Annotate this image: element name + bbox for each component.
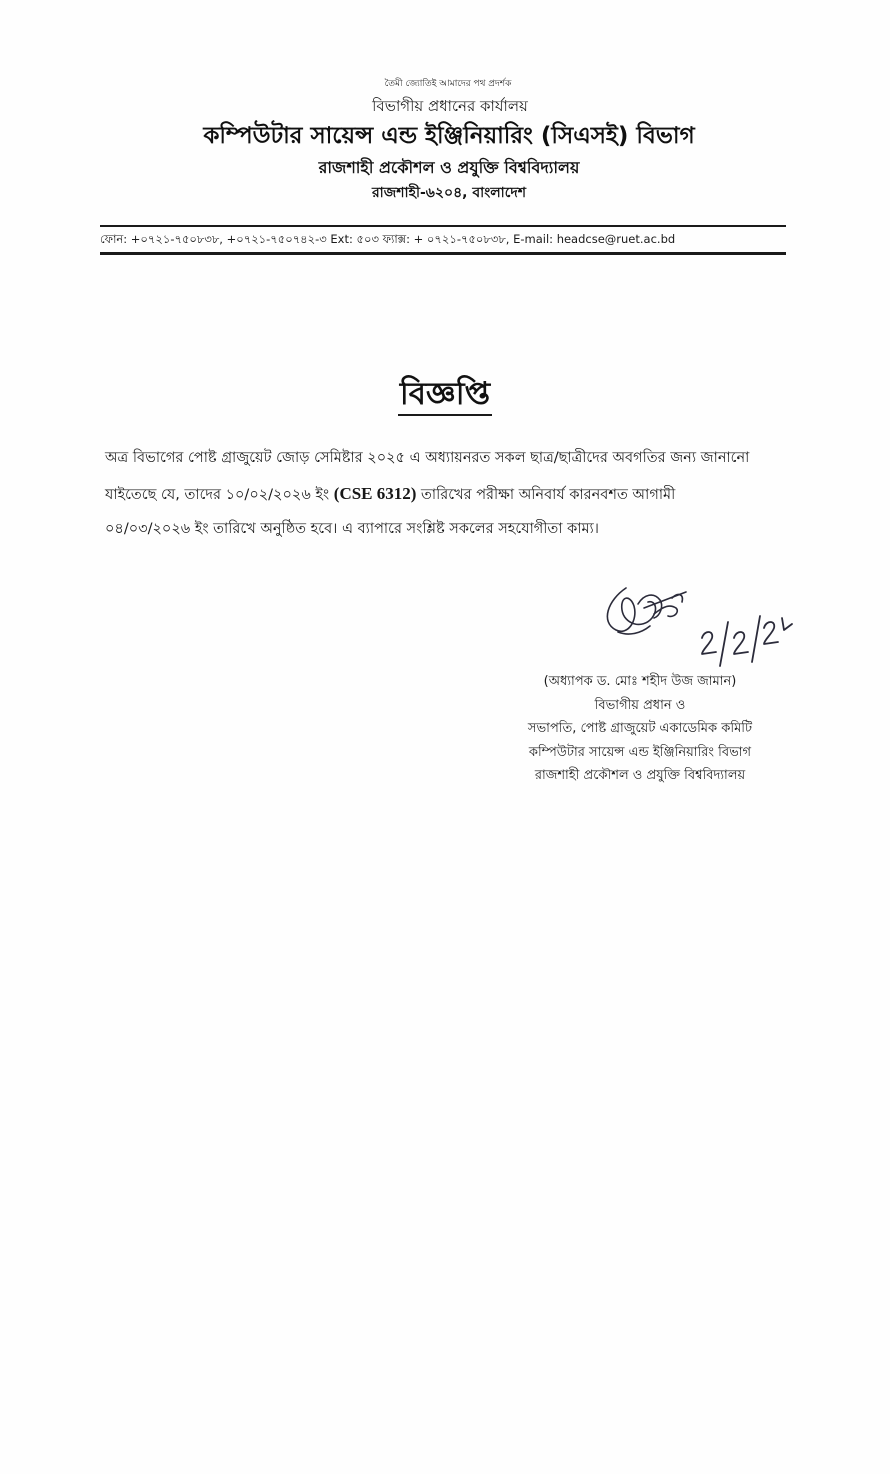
- letterhead-divider-top: [100, 225, 786, 227]
- letterhead-motto: তৈমী জ্যোতিই আমাদের পথ প্রদর্শক: [384, 79, 512, 89]
- letterhead-university: রাজশাহী প্রকৌশল ও প্রযুক্তি বিশ্ববিদ্যালয়: [318, 158, 580, 177]
- notice-body-line-3: ০৪/০৩/২০২৬ ইং তারিখে অনুষ্ঠিত হবে। এ ব্যাপারে সংশ্লিষ্ট সকলের সহযোগীতা কাম্য।: [105, 521, 599, 537]
- notice-body-line-1: অত্র বিভাগের পোষ্ট গ্রাজুয়েট জোড় সেমিষ্টার ২০২৫ এ অধ্যায়নরত সকল ছাত্র/ছাত্রীদের অবগতির জন্য জানানো: [105, 450, 750, 466]
- signatory-title-1: বিভাগীয় প্রধান ও: [594, 697, 686, 713]
- notice-title: [0, 372, 890, 416]
- letterhead-department: কম্পিউটার সায়েন্স এন্ড ইঞ্জিনিয়ারিং (সিএসই) বিভাগ: [203, 123, 695, 149]
- course-code: (CSE 6312): [333, 484, 417, 503]
- letterhead-divider-bottom: [100, 252, 786, 255]
- signatory-title-2: সভাপতি, পোষ্ট গ্রাজুয়েট একাডেমিক কমিটি: [527, 721, 753, 736]
- handwritten-signature: [598, 578, 798, 678]
- signatory-name: (অধ্যাপক ড. মোঃ শহীদ উজ জামান): [543, 674, 737, 689]
- notice-line-2-start: যাইতেছে যে, তাদের ১০/০২/২০২৬ ইং: [105, 487, 334, 503]
- letterhead-address: রাজশাহী-৬২০৪, বাংলাদেশ: [371, 185, 527, 201]
- notice-body-line-2: [0, 484, 890, 505]
- signatory-department: কম্পিউটার সায়েন্স এন্ড ইঞ্জিনিয়ারিং বিভাগ: [528, 744, 752, 760]
- signatory-block: [490, 670, 790, 788]
- notice-line-2-end: তারিখের পরীক্ষা অনিবার্য কারনবশত আগামী: [416, 487, 676, 503]
- letterhead: [0, 78, 890, 203]
- letterhead-office: বিভাগীয় প্রধানের কার্যালয়: [372, 97, 528, 115]
- notice-title-text: বিজ্ঞপ্তি: [398, 376, 492, 416]
- signature-date: 2/2/24: [748, 674, 752, 675]
- signatory-university: রাজশাহী প্রকৌশল ও প্রযুক্তি বিশ্ববিদ্যালয়: [534, 768, 746, 783]
- letterhead-contact-line: ফোন: +০৭২১-৭৫০৮৩৮, +০৭২১-৭৫০৭৪২-৩ Ext: ৫০৩ ফ্যাক্স: + ০৭২১-৭৫০৮৩৮, E-mail: headcse@ruet.ac.bd: [100, 232, 676, 246]
